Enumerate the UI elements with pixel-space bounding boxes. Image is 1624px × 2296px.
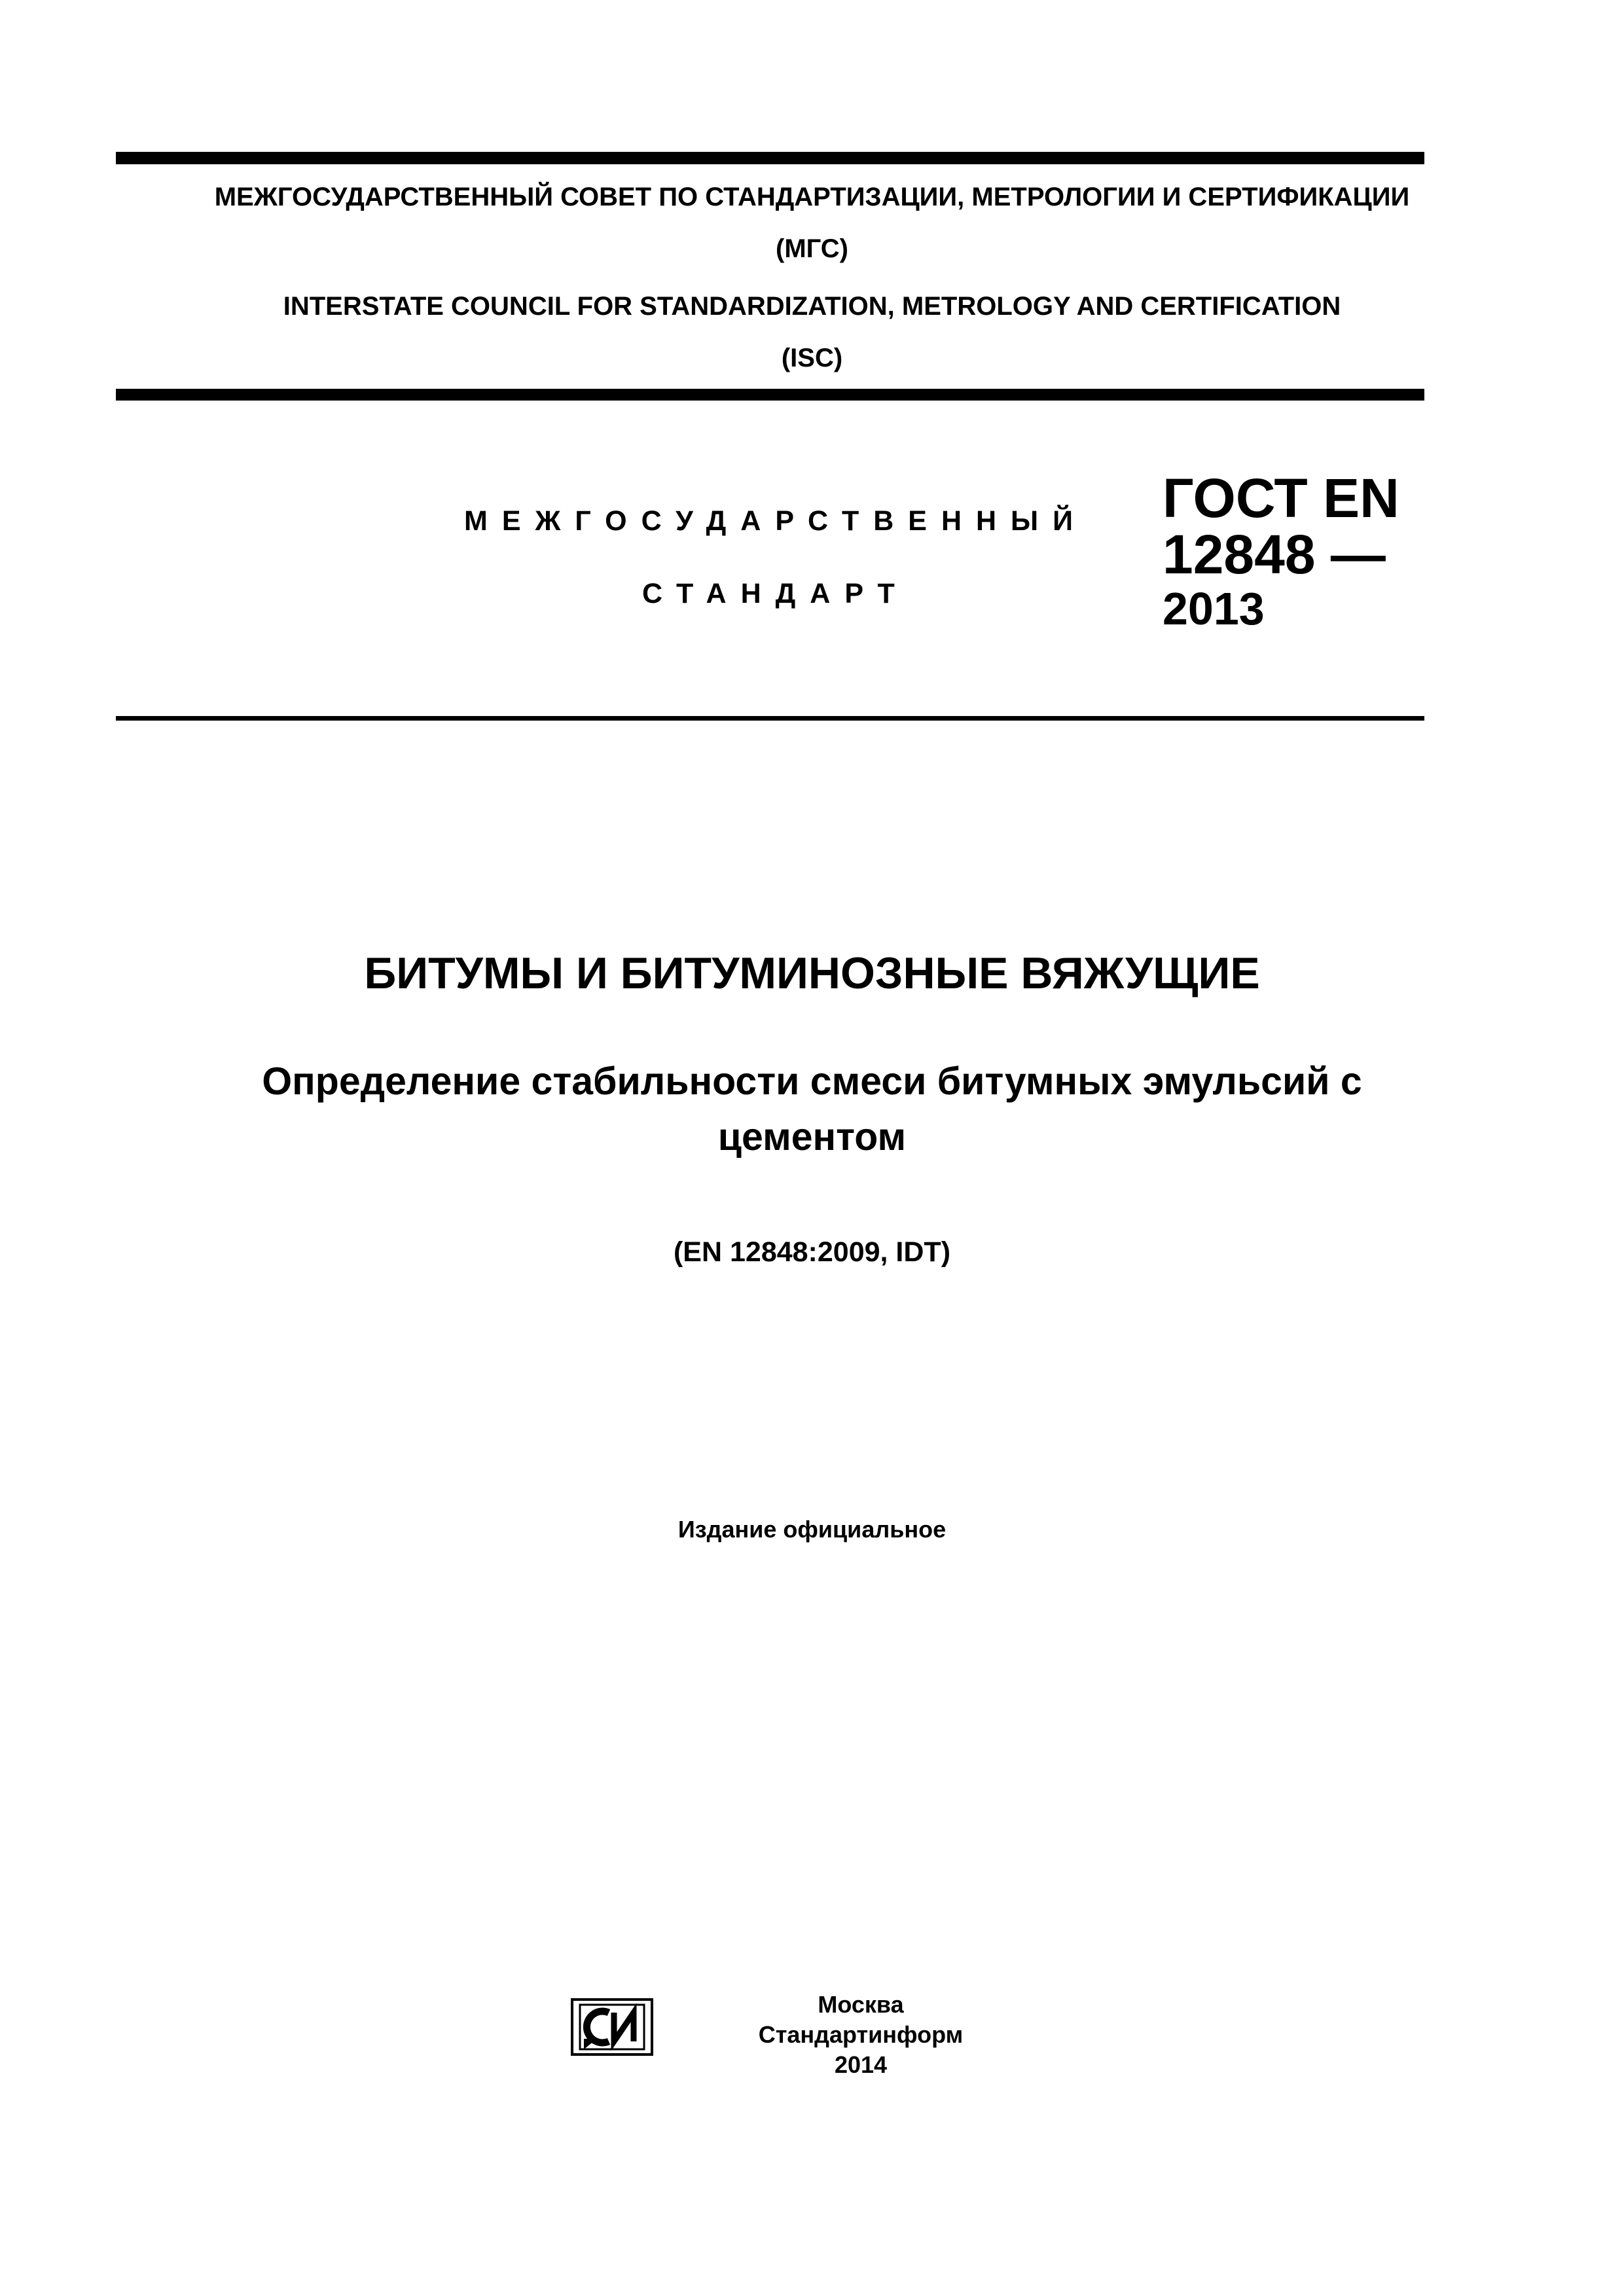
gost-code <box>1163 467 1399 635</box>
standard-label-line1: МЕЖГОСУДАРСТВЕННЫЙ <box>464 505 1088 537</box>
header-bottom-rule <box>116 389 1424 401</box>
document-subtitle-line1: Определение стабильности смеси битумных эмульсий с <box>262 1060 1362 1103</box>
standartinform-logo-icon <box>571 1998 653 2056</box>
standard-reference: (EN 12848:2009, IDT) <box>673 1236 951 1268</box>
publisher-block <box>727 1990 995 2080</box>
gost-code-line2: 12848 — <box>1163 524 1386 585</box>
council-abbr-ru: (МГС) <box>776 234 848 263</box>
publisher-name: Стандартинформ <box>758 2021 964 2048</box>
standard-label-line2: СТАНДАРТ <box>642 578 909 609</box>
council-name-ru: МЕЖГОСУДАРСТВЕННЫЙ СОВЕТ ПО СТАНДАРТИЗАЦИИ, МЕТРОЛОГИИ И СЕРТИФИКАЦИИ <box>214 183 1410 211</box>
gost-code-line3: 2013 <box>1163 583 1265 634</box>
publisher-year: 2014 <box>834 2051 888 2078</box>
document-subtitle-line2: цементом <box>717 1115 907 1158</box>
council-name-en: INTERSTATE COUNCIL FOR STANDARDIZATION, METROLOGY AND CERTIFICATION <box>283 292 1341 321</box>
designation-bottom-rule <box>116 716 1424 721</box>
edition-label: Издание официальное <box>677 1516 947 1543</box>
council-abbr-en: (ISC) <box>781 344 843 372</box>
publisher-city: Москва <box>818 1991 904 2018</box>
gost-code-line1: ГОСТ EN <box>1163 467 1399 529</box>
document-title: БИТУМЫ И БИТУМИНОЗНЫЕ ВЯЖУЩИЕ <box>364 948 1260 998</box>
top-rule <box>116 152 1424 164</box>
